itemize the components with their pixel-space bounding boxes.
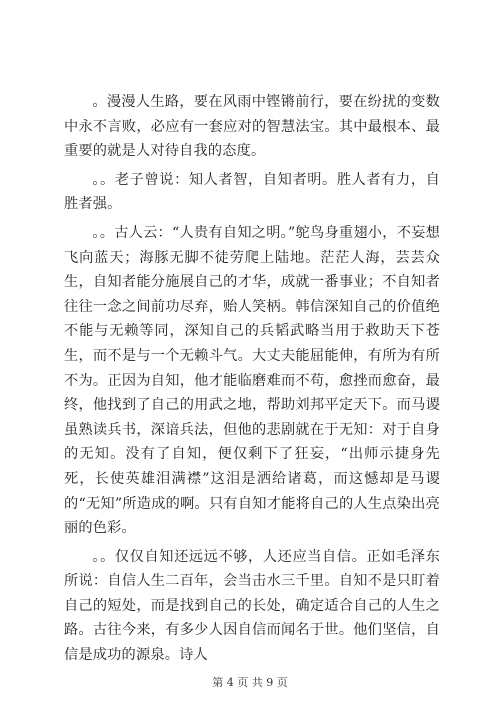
paragraph-2: 。。老子曾说：知人者智，自知者明。胜人者有力，自胜者强。 [64, 171, 440, 213]
paragraph-4: 。。仅仅自知还远远不够，人还应当自信。正如毛泽东所说：自信人生二百年，会当击水三千里。自知不是只盯着自己的短处，而是找到自己的长处，确定适合自己的人生之路。古往今来，有多少人因自信而闻名于世。他们坚信，自信是成功的源泉。诗人 [64, 548, 440, 664]
document-body [64, 90, 440, 672]
paragraph-3: 。。古人云：“人贵有自知之明。”鸵鸟身重翅小，不妄想飞向蓝天；海豚无脚不徒劳爬上陆地。茫茫人海，芸芸众生，自知者能分施展自己的才华，成就一番事业；不自知者往往一念之间前功尽弃，贻人笑柄。韩信深知自己的价值绝不能与无赖等同，深知自己的兵韬武略当用于救助天下苍生，而不是与一个无赖斗气。大丈夫能屈能伸，有所为有所不为。正因为自知，他才能临磨难而不苟，愈挫而愈奋，最终，他找到了自己的用武之地，帮助刘邦平定天下。而马谡虽熟读兵书，深谙兵法，但他的悲剧就在于无知：对于自身的无知。没有了自知，便仅剩下了狂妄，“出师示捷身先死，长使英雄泪满襟”这泪是洒给诸葛，而这憾却是马谡的“无知”所造成的啊。只有自知才能将自己的人生点染出亮丽的色彩。 [64, 224, 440, 537]
paragraph-1: 。漫漫人生路，要在风雨中铿锵前行，要在纷扰的变数中永不言败，必应有一套应对的智慧法宝。其中最根本、最重要的就是人对待自我的态度。 [64, 94, 440, 160]
page-footer: 第 4 页 共 9 页 [212, 676, 288, 689]
